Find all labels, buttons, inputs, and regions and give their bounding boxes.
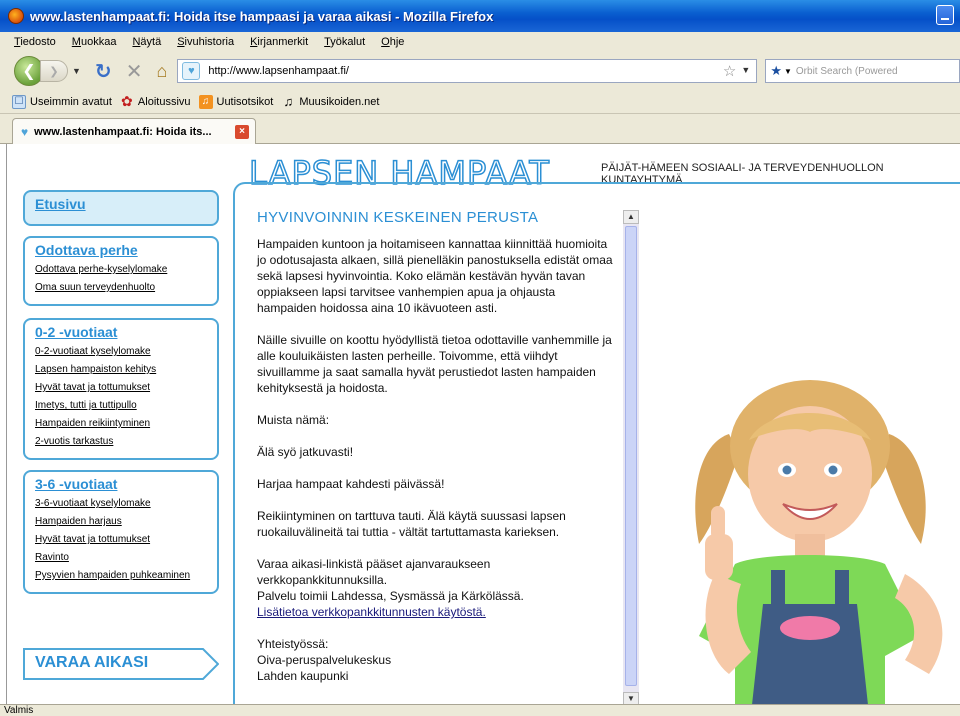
search-engine-icon[interactable]: ★ xyxy=(770,63,782,78)
article-paragraph: Muista nämä: xyxy=(257,413,330,427)
sidebar-link[interactable]: Lapsen hampaiston kehitys xyxy=(35,364,157,375)
window-title: www.lastenhampaat.fi: Hoida itse hampaasi ja varaa aikasi - Mozilla Firefox xyxy=(30,8,494,24)
bookmark-star-icon[interactable]: ☆ xyxy=(722,63,737,80)
bank-credentials-info-link[interactable]: Lisätietoa verkkopankkitunnusten käytöstä. xyxy=(257,605,486,619)
status-bar: Valmis xyxy=(0,704,960,716)
rss-icon: ♫ xyxy=(199,95,213,109)
booking-text: Varaa aikasi-linkistä pääset ajanvaraukseen verkkopankkitunnuksilla. xyxy=(257,557,491,587)
section-title-3-6[interactable]: 3-6 -vuotiaat xyxy=(35,476,118,492)
sidebar-link[interactable]: Oma suun terveydenhuolto xyxy=(35,282,156,293)
article-paragraph: Hampaiden kuntoon ja hoitamiseen kannattaa kiinnittää huomioita jo odotusajasta alkaen, sillä pienelläkin panostuksella edistät omaa sekä lapsesi hyvinvointia. Koko elämän kestävän hyvän tavan oppiakseen lapsi tarvitsee vanhempien apua ja ohjausta hampaiden hoidossa aina 10 ikävuoteen asti. xyxy=(257,237,613,315)
bookmark-home-page[interactable] xyxy=(120,95,191,109)
sidebar-link[interactable]: Odottava perhe-kyselylomake xyxy=(35,264,168,275)
scroll-down-icon[interactable]: ▼ xyxy=(623,692,639,704)
book-appointment-label: VARAA AIKASI xyxy=(35,654,149,671)
search-box[interactable] xyxy=(765,59,960,83)
red-star-icon: ✿ xyxy=(121,93,133,109)
sidebar-link[interactable]: Imetys, tutti ja tuttipullo xyxy=(35,400,137,411)
partners-label: Yhteistyössä: xyxy=(257,637,329,651)
menu-tools[interactable]: Työkalut xyxy=(324,36,366,48)
menu-bar xyxy=(0,32,960,52)
partner-item: Oiva-peruspalvelukeskus xyxy=(257,653,392,667)
tab-label: www.lastenhampaat.fi: Hoida its... xyxy=(34,125,212,138)
article-paragraph: Näille sivuille on koottu hyödyllistä tietoa odottaville vanhemmille ja alle kouluikäisten lasten perheille. Toivomme, että viihdyt sivuillamme ja saat samalla hyvät perustiedot lasten hampaiden kehityksestä ja hoidosta. xyxy=(257,333,612,395)
sidebar-link[interactable]: 0-2-vuotiaat kyselylomake xyxy=(35,346,151,357)
bookmark-muusikoiden[interactable] xyxy=(281,95,379,109)
article-scrollbar[interactable] xyxy=(623,210,639,704)
organization-name: PÄIJÄT-HÄMEEN SOSIAALI- JA TERVEYDENHUOLLON KUNTAYHTYMÄ xyxy=(601,162,884,186)
url-text[interactable]: http://www.lapsenhampaat.fi/ xyxy=(208,65,349,77)
site-logo[interactable]: LAPSEN HAMPAAT xyxy=(249,154,550,192)
window-titlebar xyxy=(0,0,960,32)
sidebar-link[interactable]: Hampaiden reikiintyminen xyxy=(35,418,151,429)
sidebar-home-link[interactable]: Etusivu xyxy=(35,196,86,212)
bookmark-page-icon: ☐ xyxy=(12,95,26,109)
sidebar-link[interactable]: Pysyvien hampaiden puhkeaminen xyxy=(35,570,191,581)
menu-edit[interactable]: Muokkaa xyxy=(71,36,117,48)
stop-icon[interactable]: ✕ xyxy=(125,60,143,83)
scroll-up-icon[interactable]: ▲ xyxy=(623,210,639,224)
tab-close-icon[interactable]: × xyxy=(235,125,249,139)
section-title-0-2[interactable]: 0-2 -vuotiaat xyxy=(35,324,118,340)
tab-favicon-icon: ♥ xyxy=(21,124,29,139)
bookmark-label: Useimmin avatut xyxy=(30,95,112,108)
sidebar-link[interactable]: Hampaiden harjaus xyxy=(35,516,122,527)
sidebar-link[interactable]: Hyvät tavat ja tottumukset xyxy=(35,534,151,545)
sidebar-section-0-2 xyxy=(23,318,219,460)
menu-file[interactable]: Tiedosto xyxy=(14,36,56,48)
sidebar-section-3-6 xyxy=(23,470,219,594)
section-title-expecting[interactable]: Odottava perhe xyxy=(35,242,138,258)
article-paragraph-partners xyxy=(257,636,613,684)
sidebar-section-expecting xyxy=(23,236,219,306)
page-content xyxy=(6,144,960,704)
article-paragraph: Harjaa hampaat kahdesti päivässä! xyxy=(257,477,445,491)
article-paragraph-booking xyxy=(257,556,613,620)
search-engine-dropdown-icon[interactable]: ▼ xyxy=(783,66,792,76)
forward-button[interactable] xyxy=(40,60,68,82)
reload-icon[interactable]: ↻ xyxy=(94,60,112,83)
home-icon[interactable]: ⌂ xyxy=(156,60,168,81)
book-appointment-button[interactable] xyxy=(23,648,219,680)
article-body xyxy=(257,210,613,700)
tab-bar xyxy=(0,114,960,144)
sidebar-link[interactable]: 2-vuotis tarkastus xyxy=(35,436,114,447)
forward-arrow-icon: ❯ xyxy=(49,65,59,78)
girl-thumbs-up-image xyxy=(659,374,960,704)
menu-history[interactable]: Sivuhistoria xyxy=(177,36,235,48)
booking-locations: Palvelu toimii Lahdessa, Sysmässä ja Kärkölässä. xyxy=(257,589,524,603)
search-placeholder[interactable]: Orbit Search (Powered xyxy=(795,65,898,77)
bookmark-label: Uutisotsikot xyxy=(216,95,274,108)
bookmarks-toolbar xyxy=(0,90,960,114)
navigation-toolbar xyxy=(0,52,960,90)
bookmark-most-visited[interactable] xyxy=(12,95,112,109)
article-heading: HYVINVOINNIN KESKEINEN PERUSTA xyxy=(257,209,539,226)
minimize-button[interactable] xyxy=(936,5,954,25)
history-dropdown-icon[interactable]: ▼ xyxy=(72,66,81,76)
menu-help[interactable]: Ohje xyxy=(381,36,405,48)
sidebar-link[interactable]: 3-6-vuotiaat kyselylomake xyxy=(35,498,151,509)
tab-active[interactable] xyxy=(12,118,256,144)
menu-bookmarks[interactable]: Kirjanmerkit xyxy=(250,36,309,48)
sidebar-home-box xyxy=(23,190,219,226)
site-favicon-icon: ♥ xyxy=(182,62,200,80)
back-arrow-icon: ❮ xyxy=(22,63,36,80)
firefox-logo-icon xyxy=(8,8,24,24)
sidebar-link[interactable]: Ravinto xyxy=(35,552,69,563)
music-note-icon: ♫ xyxy=(283,94,294,109)
bookmark-headlines[interactable] xyxy=(199,95,274,109)
scroll-thumb[interactable] xyxy=(625,226,637,686)
url-dropdown-icon[interactable]: ▼ xyxy=(741,65,751,75)
menu-view[interactable]: Näytä xyxy=(132,36,162,48)
article-paragraph: Älä syö jatkuvasti! xyxy=(257,445,354,459)
partner-item: Lahden kaupunki xyxy=(257,669,349,683)
bookmark-label: Aloitussivu xyxy=(137,95,191,108)
article-paragraph: Reikiintyminen on tarttuva tauti. Älä käytä suussasi lapsen ruokailuvälineitä tai tuttia - vältät tartuttamasta karieksen. xyxy=(257,509,566,539)
bookmark-label: Muusikoiden.net xyxy=(299,95,380,108)
address-bar[interactable] xyxy=(177,59,757,83)
sidebar-link[interactable]: Hyvät tavat ja tottumukset xyxy=(35,382,151,393)
